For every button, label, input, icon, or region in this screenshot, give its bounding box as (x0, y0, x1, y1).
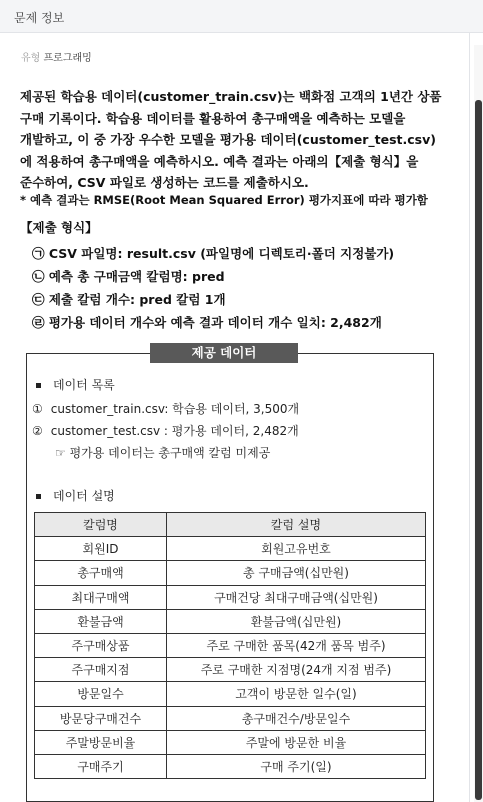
scrollbar-thumb[interactable] (475, 100, 482, 800)
column-name-cell: 총구매액 (35, 561, 167, 585)
format-item: ㉢ 제출 칼럼 개수: pred 칼럼 1개 (32, 292, 226, 307)
data-list-heading (36, 376, 115, 393)
problem-type-label: 유형 (21, 53, 41, 64)
file-item (32, 422, 299, 439)
data-desc-heading (36, 487, 115, 504)
table-header-cell: 칼럼 설명 (167, 513, 426, 537)
column-desc-cell: 고객이 방문한 일수(일) (167, 682, 426, 706)
format-item: ㉡ 예측 총 구매금액 칼럼명: pred (32, 269, 225, 284)
problem-type-value: 프로그래밍 (43, 53, 92, 64)
description-line: 제공된 학습용 데이터(customer_train.csv)는 백화점 고객의 1년간 상품 (20, 89, 442, 104)
table-row (35, 658, 426, 682)
column-desc-cell: 환불금액(십만원) (167, 609, 426, 633)
table-row (35, 730, 426, 754)
table-row (35, 609, 426, 633)
column-desc-cell: 구매 주기(일) (167, 754, 426, 778)
column-name-cell: 방문일수 (35, 682, 167, 706)
description-line: 준수하여, CSV 파일로 생성하는 코드를 제출하시오. (20, 175, 309, 190)
column-desc-cell: 주말에 방문한 비율 (167, 730, 426, 754)
description-line: 에 적용하여 총구매액을 예측하시오. 예측 결과는 아래의【제출 형식】을 (20, 153, 419, 169)
table-row (35, 754, 426, 778)
file-text: customer_test.csv : 평가용 데이터, 2,482개 (50, 424, 299, 438)
top-bar (0, 0, 483, 33)
description-line: 개발하고, 이 중 가장 우수한 모델을 평가용 데이터(customer_test.csv) (20, 132, 436, 147)
format-item: ㉣ 평가용 데이터 개수와 예측 결과 데이터 개수 일치: 2,482개 (32, 315, 382, 330)
column-name-cell: 회원ID (35, 537, 167, 561)
column-description-table (34, 512, 426, 779)
provided-data-title: 제공 데이터 (150, 343, 298, 363)
description-line: 구매 기록이다. 학습용 데이터를 활용하여 총구매액을 예측하는 모델을 (20, 110, 406, 126)
table-row (35, 561, 426, 585)
data-list-title: 데이터 목록 (53, 378, 115, 392)
column-desc-cell: 구매건당 최대구매금액(십만원) (167, 585, 426, 609)
table-row (35, 537, 426, 561)
column-desc-cell: 주로 구매한 품목(42개 품목 범주) (167, 633, 426, 657)
problem-description (20, 86, 450, 194)
problem-type (21, 49, 92, 64)
column-name-cell: 환불금액 (35, 609, 167, 633)
square-bullet-icon (36, 494, 41, 499)
submission-format-list (32, 244, 394, 336)
format-item: ㉠ CSV 파일명: result.csv (파일명에 디렉토리·폴더 지정불가) (32, 246, 395, 261)
table-header-row (35, 513, 426, 537)
table-header-cell: 칼럼명 (35, 513, 167, 537)
column-name-cell: 주구매지점 (35, 658, 167, 682)
column-name-cell: 구매주기 (35, 754, 167, 778)
table-row (35, 682, 426, 706)
evaluation-note: * 예측 결과는 RMSE(Root Mean Squared Error) 평가지표에 따라 평가함 (20, 193, 428, 207)
table-row (35, 633, 426, 657)
column-desc-cell: 회원고유번호 (167, 537, 426, 561)
column-name-cell: 최대구매액 (35, 585, 167, 609)
circled-number: ① (32, 402, 43, 416)
test-data-note: ☞ 평가용 데이터는 총구매액 칼럼 미제공 (55, 446, 271, 460)
column-desc-cell: 총구매건수/방문일수 (167, 706, 426, 730)
column-desc-cell: 총 구매금액(십만원) (167, 561, 426, 585)
submission-format-title: 【제출 형식】 (20, 220, 98, 235)
square-bullet-icon (36, 383, 41, 388)
column-name-cell: 주구매상품 (35, 633, 167, 657)
column-name-cell: 주말방문비율 (35, 730, 167, 754)
table-row (35, 585, 426, 609)
column-desc-cell: 주로 구매한 지점명(24개 지점 범주) (167, 658, 426, 682)
table-row (35, 706, 426, 730)
circled-number: ② (32, 424, 43, 438)
panel-title: 문제 정보 (14, 11, 65, 25)
data-desc-title: 데이터 설명 (53, 489, 115, 503)
file-item (32, 400, 299, 417)
column-name-cell: 방문당구매건수 (35, 706, 167, 730)
file-text: customer_train.csv: 학습용 데이터, 3,500개 (50, 402, 300, 416)
